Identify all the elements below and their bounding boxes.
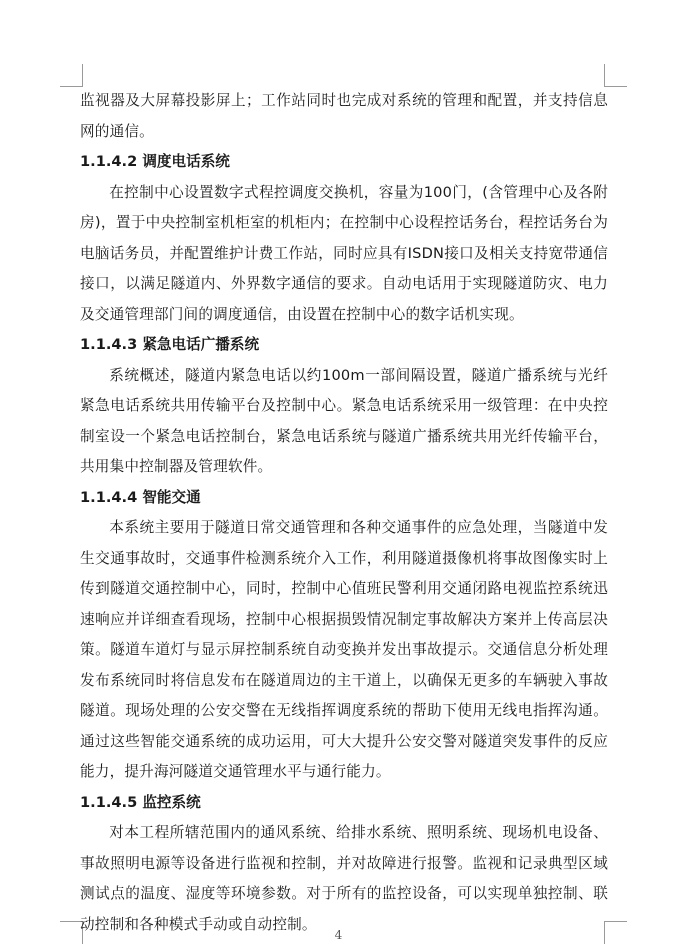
heading-emergency-broadcast: 1.1.4.3 紧急电话广播系统 [80, 336, 260, 353]
paragraph-intelligent-traffic: 本系统主要用于隧道日常交通管理和各种交通事件的应急处理，当隧道中发生交通事故时，交通事件检测系统介入工作，利用隧道摄像机将事故图像实时上传到隧道交通控制中心，同时，控制中心值班民警利用交通闭路电视监控系统迅速响应并详细查看现场，控制中心根据损毁情况制定事故解决方案并上传高层决策。隧道车道灯与显示屏控制系统自动变换并发出事故提示。交通信息分析处理发布系统同时将信息发布在隧道周边的主干道上，以确保无更多的车辆驶入事故隧道。现场处理的公安交警在无线指挥调度系统的帮助下使用无线电指挥沟通。通过这些智能交通系统的成功运用，可大大提升公安交警对隧道突发事件的反应能力，提升海河隧道交通管理水平与通行能力。 [80, 519, 608, 780]
corner-mark-top-right [604, 64, 627, 87]
corner-mark-top-left [60, 64, 83, 87]
document-body [80, 86, 608, 940]
heading-monitoring-system: 1.1.4.5 监控系统 [80, 793, 201, 811]
heading-dispatch-phone: 1.1.4.2 调度电话系统 [80, 153, 230, 170]
paragraph-dispatch-phone: 在控制中心设置数字式程控调度交换机，容量为100门，(含管理中心及各附房)，置于中央控制室机柜室的机柜内；在控制中心设程控话务台，程控话务台为电脑话务员，并配置维护计费工作站，同时应具有ISDN接口及相关支持宽带通信接口，以满足隧道内、外界数字通信的要求。自动电话用于实现隧道防灾、电力及交通管理部门间的调度通信，由设置在控制中心的数字话机实现。 [80, 183, 608, 323]
paragraph-continued: 监视器及大屏幕投影屏上；工作站同时也完成对系统的管理和配置，并支持信息网的通信。 [80, 92, 608, 140]
heading-intelligent-traffic: 1.1.4.4 智能交通 [80, 488, 201, 506]
paragraph-emergency-broadcast: 系统概述，隧道内紧急电话以约100m一部间隔设置，隧道广播系统与光纤紧急电话系统共用传输平台及控制中心。紧急电话系统采用一级管理：在中央控制室设一个紧急电话控制台，紧急电话系统与隧道广播系统共用光纤传输平台，共用集中控制器及管理软件。 [80, 366, 608, 475]
page-number: 4 [334, 928, 343, 942]
paragraph-monitoring-system: 对本工程所辖范围内的通风系统、给排水系统、照明系统、现场机电设备、事故照明电源等设备进行监视和控制，并对故障进行报警。监视和记录典型区域测试点的温度、湿度等环境参数。对于所有的监控设备，可以实现单独控制、联动控制和各种模式手动或自动控制。 [80, 824, 608, 933]
